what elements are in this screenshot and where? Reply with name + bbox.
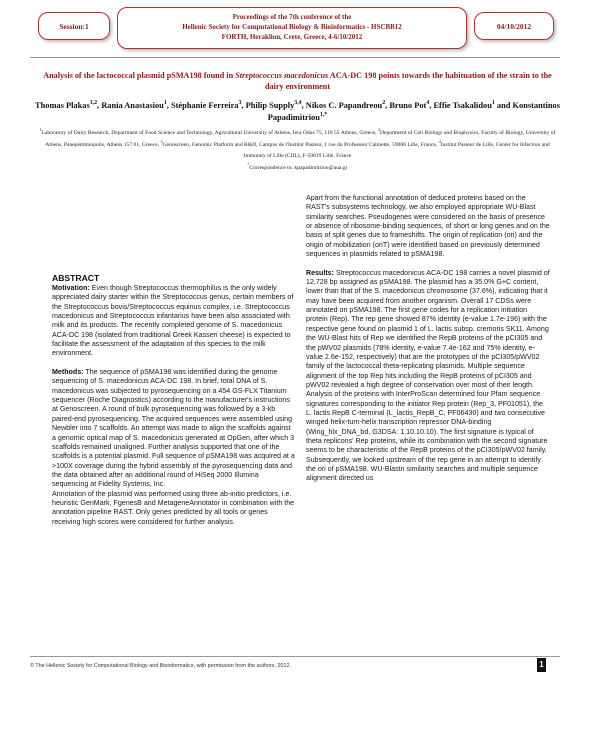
methods-label: Methods: bbox=[52, 368, 84, 377]
author-affil-mark: 3,4 bbox=[294, 100, 302, 107]
author-affil-mark: 1 bbox=[491, 100, 495, 107]
date-label: 04/10/2012 bbox=[496, 22, 532, 31]
author-separator: and bbox=[494, 101, 513, 110]
motivation-label: Motivation: bbox=[52, 284, 90, 292]
author: Effie Tsakalidou bbox=[433, 101, 492, 110]
title-species: Streptococcus macedonicus bbox=[235, 71, 329, 80]
correspondence-mark: * bbox=[247, 162, 250, 167]
author: Nikos C. Papandreou bbox=[305, 101, 383, 110]
author-affil-mark: 1,2 bbox=[89, 100, 98, 107]
author-separator: , bbox=[301, 101, 306, 110]
abstract-heading: ABSTRACT bbox=[52, 273, 100, 283]
author: Rania Anastasiou bbox=[101, 101, 164, 110]
functional-annotation-paragraph: Apart from the functional annotation of deduced proteins based on the RAST's subsystems technology, we also employed appropriate WU-Blast similarity searches. Pseudogenes were considered on the basis of presence or absence of ribosome-binding sequences, of short or long genes and on the basis of split genes due to frameshifts. The origin of replication (ori) and the origin of mobilization (oriT) were identified based on previously determined sequences in plasmids related to pSMA198. bbox=[306, 194, 550, 259]
title-part-2: ACA-DC 198 points towards the habituation of the strain to the dairy environment bbox=[264, 71, 552, 91]
affil-number: 1 bbox=[39, 128, 42, 133]
footer-divider bbox=[30, 656, 560, 657]
annotation-paragraph: Annotation of the plasmid was performed using three ab-initio predictors, i.e. heuristic GenMark, FgenesB and MetageneAnnotator in combination with the annotation pipeline RAST. Only genes predicted by all tools or genes receiving high scores were considered for further analysis. bbox=[52, 489, 295, 526]
methods-paragraph bbox=[52, 368, 296, 489]
page-number: 1 bbox=[537, 658, 546, 672]
author-affil-mark: 1 bbox=[163, 100, 167, 107]
affil-number: 3 bbox=[160, 139, 163, 144]
motivation-paragraph bbox=[52, 284, 296, 359]
results-text: Streptococcus macedonicus ACA-DC 198 carries a novel plasmid of 12,728 bp assigned as pSMA198. The plasmid has a 35.0% G+C content, lower than that of the S. macedonicus chromosome (37.6%), indicating that it may have been acquired from another organism. Overall 17 CDSs were annotated on pSMA198. The first gene codes for a replication initiation protein (Rep). The rep gene showed 87% identity (e-value 1.7e-196) with the respective gene found on plasmid 1 of L. lactis subsp. cremoris SK11. Among the WU-Blast hits of Rep we identified the RepB proteins of the pCI305 and the pWV02 plasmids (78% identity, e-value 7.4e-162 and 75% identity, e-value 2.6e-152, respectively) that are the prototypes of the pCI305/pWV02 family of the lactococcal theta-replicating plasmids. Multiple sequence alignment of the top Rep hits including the RepB proteins of pCI305 and pWV02 revealed a high degree of conservation over most of their length. Analysis of the proteins with InterProScan determined four Pfam sequence signatures corresponding to the initiator Rep protein (Rep_3, PF01051), the L. lactis RepB C-terminal (L_lactis_RepB_C, PF06430) and two consecutive winged helix-turn-helix transcription repressor DNA-binding (Wing_hlx_DNA_bd, G3DSA: 1.10.10.10). The first signature is typical of theta replicons' Rep proteins, while its combination with the second signature seems to be characteristic of the RepB proteins of the pCI305/pWV02 family. bbox=[306, 268, 550, 455]
session-box bbox=[38, 12, 110, 40]
author-affil-mark: 2 bbox=[382, 100, 386, 107]
affiliation-text: Institut Pasteur de Lille, Center for Infection and Immunity of Lille (CIIL), F-59019 Lille, France bbox=[243, 141, 550, 159]
author: Bruno Pot bbox=[389, 101, 427, 110]
affil-number: 4 bbox=[438, 139, 441, 144]
results-paragraph bbox=[306, 269, 550, 456]
date-box bbox=[474, 12, 554, 40]
copyright-footer: © The Hellenic Society for Computational Biology and Bioinformatics, with permission from the authors, 2012. bbox=[30, 663, 291, 669]
affiliations bbox=[35, 128, 560, 174]
author: Philip Supply bbox=[245, 101, 295, 110]
methods-text: The sequence of pSMA198 was identified during the genome sequencing of S. macedonicus ACA-DC 198. In brief, total DNA of S. macedonicus was subjected to pyrosequencing on a 454 GS-FLX Titanium sequencer (Roche Diagnostics) according to the manufacturer's instructions at Genoscreen. A round of bulk pyrosequencing was followed by a 3-kb paired-end pyrosequencing. The acquired sequences were assembled using Newbler into 7 scaffolds. An attempt was made to align the scaffolds against a genomic optical map of S. macedonicus generated at OpGen, after which 3 scaffolds remained unaligned. Further analysis supported that one of the scaffolds is a potential plasmid. Full sequence of pSMA198 was acquired at a >100X coverage during the hybrid assembly of the pyrosequencing data and the data obtained after an additional round of HiSeq 2000 Illumina sequencing at Fidelity Systems, Inc. bbox=[52, 368, 295, 489]
author-separator: , bbox=[166, 101, 171, 110]
conference-line-1: Proceedings of the 7th conference of the bbox=[232, 13, 352, 21]
author: Konstantinos Papadimitriou bbox=[267, 101, 560, 122]
upstream-paragraph: Subsequently, we looked upstream of the rep gene in an attempt to identify the ori of pSMA198. WU-Blastn similarity searches and multiple sequence alignment directed us bbox=[306, 455, 541, 483]
affil-number: 2 bbox=[377, 128, 380, 133]
results-label: Results: bbox=[306, 268, 334, 277]
motivation-text: Even though Streptococcus thermophilus is the only widely appreciated dairy starter within the Streptococcus genus, certain members of the Streptococcus bovis/Streptococcus equinus complex, i.e. Streptococcus macedonicus and Streptococcus infantarius have been also associated with milk and its products. The recently completed genome of S. macedonicus ACA-DC 198 (isolated from traditional Greek Kasseri cheese) is expected to facilitate the assessment of the adaptation of this species to the milk environment. bbox=[52, 284, 294, 358]
author: Stéphanie Ferreira bbox=[170, 101, 239, 110]
conference-box bbox=[117, 7, 467, 49]
author-affil-mark: 3 bbox=[238, 100, 242, 107]
author-affil-mark: 4 bbox=[426, 100, 430, 107]
author-separator: , bbox=[429, 101, 434, 110]
author-separator: , bbox=[241, 101, 246, 110]
affiliation-text: Genoscreen, Genomic Platform and R&D, Campus de l'Institut Pasteur, 1 rue du Professeur Calmette, 59000 Lille, France, bbox=[162, 141, 439, 148]
author-list bbox=[35, 100, 560, 124]
author-affil-mark: 1,* bbox=[319, 112, 328, 119]
conference-line-2: Hellenic Society for Computational Biology & Bioinformatics - HSCBB12 bbox=[182, 23, 402, 31]
paper-title bbox=[40, 70, 555, 92]
session-label: Session:1 bbox=[59, 22, 89, 31]
right-column bbox=[306, 194, 550, 484]
header-divider bbox=[30, 57, 560, 58]
left-column bbox=[52, 273, 296, 527]
author-separator: , bbox=[97, 101, 102, 110]
title-part-1: Analysis of the lactococcal plasmid pSMA198 found in bbox=[43, 71, 236, 80]
affiliation-text: Department of Cell Biology and Biophysics, Faculty of Biology, University of Athens, Panepistimiopolis, Athens 157 01, Greece, bbox=[45, 130, 556, 148]
conference-line-3: FORTH, Heraklion, Crete, Greece, 4-6/10/2012 bbox=[221, 33, 363, 41]
author: Thomas Plakas bbox=[35, 101, 90, 110]
correspondence: Correspondence to: kpapadimitriou@aua.gr bbox=[249, 164, 348, 171]
author-separator: , bbox=[385, 101, 390, 110]
affiliation-text: Laboratory of Dairy Research, Department of Food Science and Technology, Agricultural University of Athens, Iera Odos 75, 118 55 Athens, Greece, bbox=[41, 130, 377, 136]
